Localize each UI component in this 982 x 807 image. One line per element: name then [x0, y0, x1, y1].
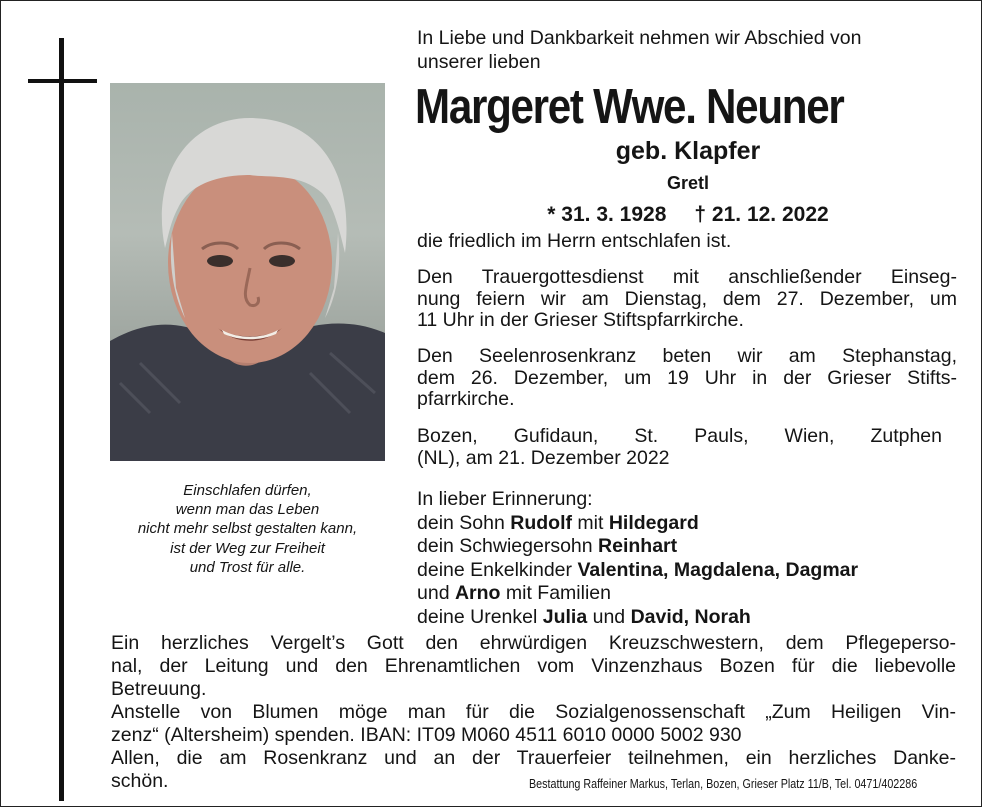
cross-symbol [59, 38, 64, 801]
deceased-name: Margeret Wwe. Neuner [415, 80, 844, 134]
mourner-line [417, 512, 962, 536]
mourner-relation: und [587, 605, 631, 628]
place-date-line: Bozen, Gufidaun, St. Pauls, Wien, Zutphen [417, 425, 942, 447]
footer-line: Anstelle von Blumen möge man für die Sozialgenossenschaft „Zum Heiligen Vin- [111, 701, 956, 723]
mourners-heading: In lieber Erinnerung: [417, 488, 593, 510]
footer-line: Betreuung. [111, 678, 207, 700]
mourner-relation: mit Familien [500, 582, 611, 604]
intro-text [417, 26, 861, 74]
mourner-relation: dein Sohn [417, 511, 511, 534]
portrait-photo [110, 83, 385, 461]
quote-line: nicht mehr selbst gestalten kann, [137, 520, 358, 538]
death-date: † 21. 12. 2022 [694, 203, 829, 226]
rosary-line: pfarrkirche. [417, 388, 515, 411]
mourner-line [417, 606, 962, 630]
mourner-line [417, 559, 962, 583]
footer-line: nal, der Leitung und den Ehrenamtlichen vom Vinzenzhaus Bozen für die liebevolle [111, 655, 956, 677]
quote-line: und Trost für alle. [189, 558, 306, 576]
place-date-text [417, 426, 942, 469]
life-dates [417, 202, 959, 228]
funeral-service-text [417, 267, 957, 332]
birth-date: * 31. 3. 1928 [547, 203, 667, 226]
maiden-name: geb. Klapfer [615, 137, 761, 165]
mourner-line [417, 582, 962, 606]
rosary-line: dem 26. Dezember, um 19 Uhr in der Grieser Stifts- [417, 366, 957, 389]
mourner-relation: deine Enkelkinder [417, 558, 578, 581]
footer-line: zenz“ (Altersheim) spenden. IBAN: IT09 M060 4511 6010 0000 5002 930 [111, 724, 742, 746]
rosary-text [417, 346, 957, 411]
mourner-relation: und [417, 582, 455, 604]
passing-line: die friedlich im Herrn entschlafen ist. [417, 230, 732, 252]
funeral-line: Den Trauergottesdienst mit anschließender Einseg- [417, 266, 957, 288]
cross-symbol-bar [28, 79, 97, 83]
portrait-illustration [110, 83, 385, 461]
quote-line: wenn man das Leben [175, 501, 320, 519]
passing-text [417, 231, 957, 253]
undertaker-info: Bestattung Raffeiner Markus, Terlan, Bozen, Grieser Platz 11/B, Tel. 0471/402286 [529, 777, 918, 791]
footer-line: Allen, die am Rosenkranz und an der Trauerfeier teilnehmen, ein herzliches Danke- [111, 747, 956, 769]
quote-line: Einschlafen dürfen, [183, 482, 312, 499]
funeral-line: nung feiern wir am Dienstag, dem 27. Dezember, um [417, 287, 957, 310]
mourner-name: David, Norah [630, 605, 751, 628]
intro-line: In Liebe und Dankbarkeit nehmen wir Abschied von [417, 27, 862, 49]
place-date-line: (NL), am 21. Dezember 2022 [417, 446, 670, 469]
footer-line: Ein herzliches Vergelt’s Gott den ehrwürdigen Kreuzschwestern, dem Pflegeperso- [111, 632, 956, 654]
quote-line: ist der Weg zur Freiheit [170, 539, 325, 557]
funeral-line: 11 Uhr in der Grieser Stiftspfarrkirche. [417, 309, 744, 332]
mourner-line [417, 535, 962, 559]
mourner-name: Julia [542, 605, 588, 628]
mourner-name: Reinhart [598, 535, 678, 557]
mourner-relation: dein Schwiegersohn [417, 535, 599, 557]
intro-line: unserer lieben [417, 51, 541, 73]
mourner-relation: deine Urenkel [417, 605, 543, 628]
mourner-name: Hildegard [608, 511, 699, 534]
mourner-name: Valentina, Magdalena, Dagmar [577, 558, 859, 581]
rosary-line: Den Seelenrosenkranz beten wir am Stephanstag, [417, 345, 957, 367]
footer-line: schön. [111, 770, 169, 792]
mourners-list [417, 488, 962, 629]
mourner-relation: mit [571, 511, 609, 534]
quote [110, 481, 385, 577]
acknowledgement-text [111, 632, 956, 793]
mourner-name: Rudolf [510, 511, 572, 534]
nickname: Gretl [666, 173, 709, 193]
mourner-name: Arno [454, 582, 501, 604]
